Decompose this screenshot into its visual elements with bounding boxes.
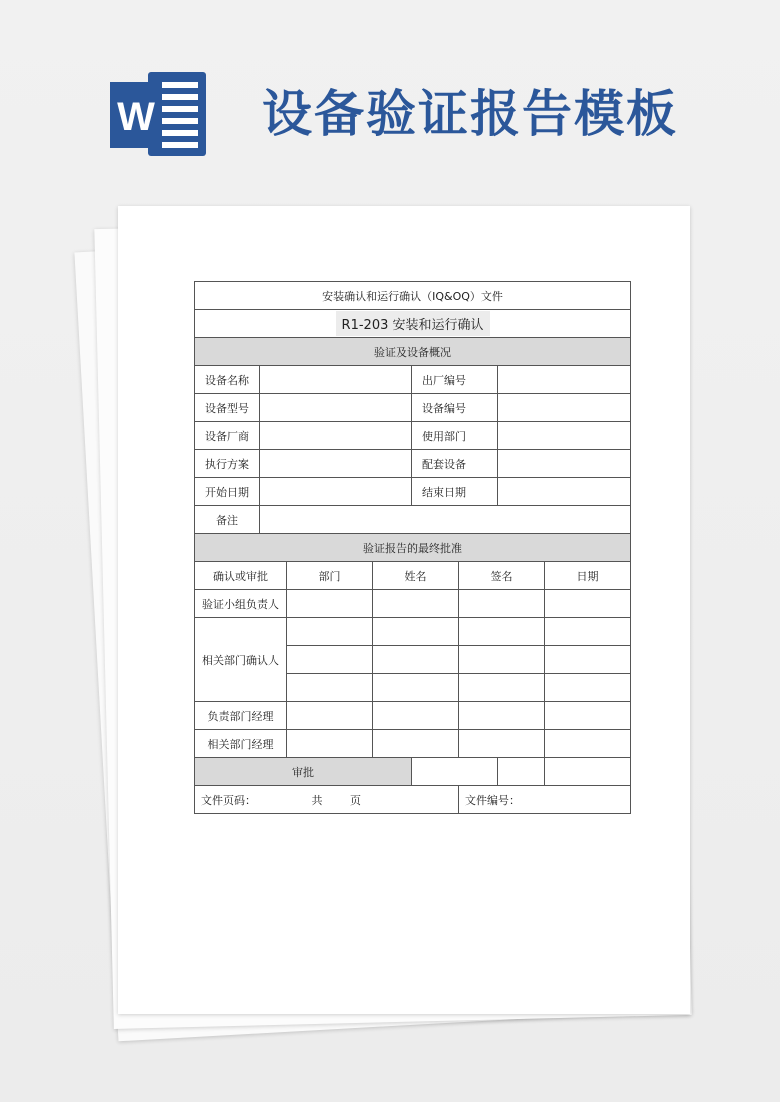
- approval-cell[interactable]: [459, 590, 545, 618]
- approval-cell[interactable]: [545, 730, 631, 758]
- info-value[interactable]: [260, 366, 412, 394]
- approval-role: 审批: [195, 758, 412, 786]
- page-title: 设备验证报告模板: [262, 85, 678, 143]
- info-label: 配套设备: [412, 450, 498, 478]
- approval-row: [195, 590, 631, 618]
- col-header-name: 姓名: [373, 562, 459, 590]
- approval-cell[interactable]: [459, 702, 545, 730]
- approval-cell[interactable]: [459, 618, 545, 646]
- col-header-confirm: 确认或审批: [195, 562, 287, 590]
- footer-page-label: 文件页码：: [201, 793, 256, 807]
- approval-cell[interactable]: [498, 758, 545, 786]
- footer-page-cell: [195, 786, 459, 814]
- info-value[interactable]: [260, 478, 412, 506]
- info-value[interactable]: [498, 366, 631, 394]
- approval-role: 相关部门确认人: [195, 618, 287, 702]
- footer-total: 共: [311, 793, 323, 807]
- info-label: 结束日期: [412, 478, 498, 506]
- info-label: 使用部门: [412, 422, 498, 450]
- info-value[interactable]: [498, 478, 631, 506]
- info-value[interactable]: [498, 394, 631, 422]
- approval-cell[interactable]: [287, 702, 373, 730]
- approval-cell[interactable]: [459, 646, 545, 674]
- approval-cell[interactable]: [287, 618, 373, 646]
- approval-cell[interactable]: [287, 674, 373, 702]
- word-icon: [108, 68, 208, 160]
- approval-row: [195, 758, 631, 786]
- approval-row: [195, 702, 631, 730]
- word-logo-letter: W: [117, 95, 155, 139]
- info-label: 设备型号: [195, 394, 260, 422]
- info-row: [195, 422, 631, 450]
- approval-cell[interactable]: [287, 646, 373, 674]
- info-label: 设备编号: [412, 394, 498, 422]
- info-row: [195, 478, 631, 506]
- validation-form-table: [194, 281, 631, 814]
- approval-cell[interactable]: [373, 646, 459, 674]
- section-approval-title: 验证报告的最终批准: [195, 534, 631, 562]
- approval-row: [195, 730, 631, 758]
- info-value[interactable]: [260, 450, 412, 478]
- remark-label: 备注: [195, 506, 260, 534]
- approval-role: 相关部门经理: [195, 730, 287, 758]
- approval-cell[interactable]: [545, 646, 631, 674]
- col-header-dept: 部门: [287, 562, 373, 590]
- info-label: 设备名称: [195, 366, 260, 394]
- info-value[interactable]: [260, 422, 412, 450]
- section-overview-title: 验证及设备概况: [195, 338, 631, 366]
- info-label: 执行方案: [195, 450, 260, 478]
- info-value[interactable]: [498, 422, 631, 450]
- approval-role: 负责部门经理: [195, 702, 287, 730]
- approval-cell[interactable]: [545, 590, 631, 618]
- info-value[interactable]: [260, 394, 412, 422]
- approval-cell[interactable]: [459, 674, 545, 702]
- approval-cell[interactable]: [373, 730, 459, 758]
- approval-header-row: [195, 562, 631, 590]
- approval-cell[interactable]: [373, 674, 459, 702]
- info-label: 出厂编号: [412, 366, 498, 394]
- footer-row: [195, 786, 631, 814]
- approval-cell[interactable]: [459, 730, 545, 758]
- info-row: [195, 394, 631, 422]
- approval-cell[interactable]: [545, 702, 631, 730]
- procedure-title-cell: [195, 310, 631, 338]
- remark-value[interactable]: [260, 506, 631, 534]
- info-label: 设备厂商: [195, 422, 260, 450]
- approval-cell[interactable]: [412, 758, 498, 786]
- info-row: [195, 450, 631, 478]
- footer-page-unit: 页: [350, 793, 361, 807]
- approval-cell[interactable]: [545, 758, 631, 786]
- approval-cell[interactable]: [373, 590, 459, 618]
- footer-docno-label: 文件编号：: [465, 793, 520, 807]
- approval-cell[interactable]: [373, 618, 459, 646]
- doc-title: 安装确认和运行确认（IQ&OQ）文件: [195, 282, 631, 310]
- approval-cell[interactable]: [287, 730, 373, 758]
- info-label: 开始日期: [195, 478, 260, 506]
- approval-cell[interactable]: [373, 702, 459, 730]
- approval-cell[interactable]: [545, 674, 631, 702]
- approval-row: [195, 618, 631, 646]
- remark-row: [195, 506, 631, 534]
- col-header-date: 日期: [545, 562, 631, 590]
- approval-role: 验证小组负责人: [195, 590, 287, 618]
- info-row: [195, 366, 631, 394]
- approval-cell[interactable]: [545, 618, 631, 646]
- footer-docno-cell: [459, 786, 631, 814]
- col-header-sign: 签名: [459, 562, 545, 590]
- info-value[interactable]: [498, 450, 631, 478]
- procedure-title: R1-203 安装和运行确认: [336, 311, 490, 336]
- approval-cell[interactable]: [287, 590, 373, 618]
